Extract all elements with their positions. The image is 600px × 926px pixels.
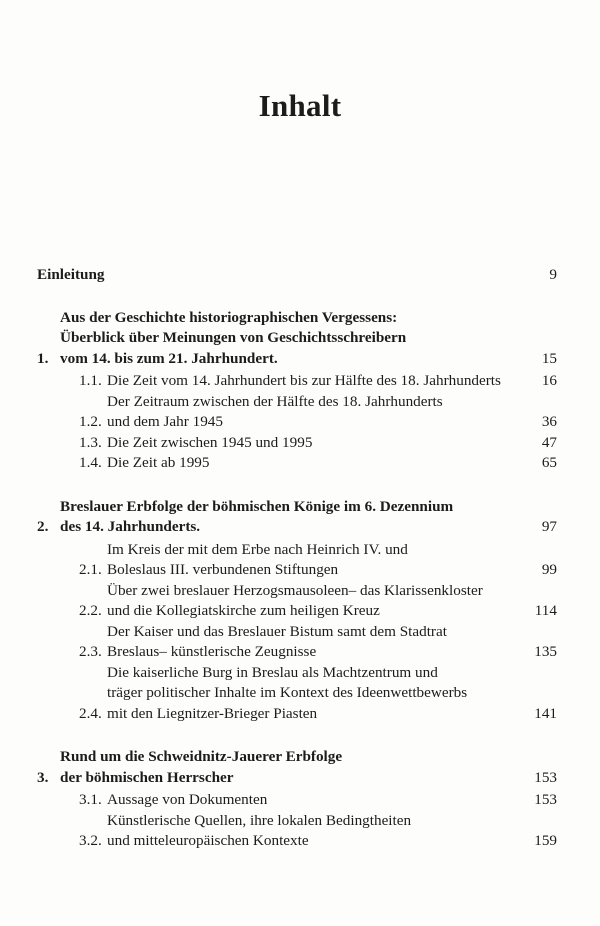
toc-section-title-line: Über zwei breslauer Herzogsmausoleen– das Klarissenkloster xyxy=(107,581,483,599)
toc-section-title-line: Die kaiserliche Burg in Breslau als Machtzentrum und xyxy=(107,663,438,681)
toc-section-title-line: und die Kollegiatskirche zum heiligen Kreuz xyxy=(107,602,380,619)
toc-page-number: 99 xyxy=(541,561,557,578)
toc-page-number: 153 xyxy=(534,791,557,808)
toc-chapter-title-line: Breslauer Erbfolge der böhmischen Könige im 6. Dezennium xyxy=(60,497,454,515)
toc-page-number: 159 xyxy=(534,832,557,849)
toc-chapter-heading xyxy=(37,747,557,788)
toc-section-number: 1.4. xyxy=(79,454,102,471)
toc-section-title-line: und dem Jahr 1945 xyxy=(107,413,223,430)
toc-section-title-line: Die Zeit zwischen 1945 und 1995 xyxy=(107,433,313,451)
toc-section-entry xyxy=(37,392,557,433)
toc-chapter-title-line: Rund um die Schweidnitz-Jauerer Erbfolge xyxy=(60,748,343,765)
toc-section-entry xyxy=(37,811,557,852)
toc-page-number: 141 xyxy=(534,704,557,722)
toc-chapter-title-line: vom 14. bis zum 21. Jahrhundert. xyxy=(60,349,278,367)
toc-page-number: 114 xyxy=(534,602,557,619)
toc-chapter-1 xyxy=(37,308,557,474)
toc-section-entry xyxy=(37,371,557,392)
toc-section-title-line: träger politischer Inhalte im Kontext des Ideenwettbewerbs xyxy=(107,684,468,701)
toc-chapter-title-line: Überblick über Meinungen von Geschichtsschreibern xyxy=(60,329,407,346)
toc-section-title-line: Die Zeit ab 1995 xyxy=(107,454,210,471)
table-of-contents xyxy=(37,265,557,852)
toc-section-number: 3.1. xyxy=(79,791,102,808)
toc-chapter-title-line: des 14. Jahrhunderts. xyxy=(60,518,201,535)
toc-section-number: 2.3. xyxy=(79,643,102,660)
toc-section-title-line: Künstlerische Quellen, ihre lokalen Bedingtheiten xyxy=(107,811,412,829)
toc-section-title-line: Aussage von Dokumenten xyxy=(107,791,268,808)
toc-section-entry xyxy=(37,453,557,474)
toc-chapter-heading xyxy=(37,497,557,538)
toc-section-entry xyxy=(37,790,557,811)
toc-section-title-line: Im Kreis der mit dem Erbe nach Heinrich IV. und xyxy=(107,540,408,558)
toc-section-number: 2.4. xyxy=(79,704,102,722)
toc-page-number: 135 xyxy=(534,643,557,660)
toc-section-entry xyxy=(37,622,557,663)
toc-page-number: 9 xyxy=(549,266,557,283)
toc-chapter-number: 1. xyxy=(37,349,49,367)
page-title: Inhalt xyxy=(258,88,342,123)
toc-page-number: 47 xyxy=(541,433,557,451)
toc-section-number: 2.1. xyxy=(79,561,102,578)
toc-section-title-line: Breslaus– künstlerische Zeugnisse xyxy=(107,643,317,660)
toc-entry-introduction xyxy=(37,265,557,286)
toc-section-number: 3.2. xyxy=(79,832,102,849)
toc-entry-label: Einleitung xyxy=(37,266,105,283)
toc-page-number: 16 xyxy=(541,372,557,389)
toc-section-number: 1.3. xyxy=(79,433,102,451)
toc-page-number: 97 xyxy=(541,518,557,535)
toc-section-number: 1.1. xyxy=(79,372,102,389)
toc-chapter-2 xyxy=(37,497,557,725)
toc-section-title-line: Der Kaiser und das Breslauer Bistum samt dem Stadtrat xyxy=(107,622,447,640)
toc-section-entry xyxy=(37,663,557,725)
toc-chapter-title-line: Aus der Geschichte historiographischen Vergessens: xyxy=(60,308,398,326)
toc-section-title-line: mit den Liegnitzer-Brieger Piasten xyxy=(107,704,318,722)
toc-section-number: 1.2. xyxy=(79,413,102,430)
toc-section-number: 2.2. xyxy=(79,602,102,619)
toc-chapter-title-line: der böhmischen Herrscher xyxy=(60,768,234,786)
toc-page-number: 15 xyxy=(541,349,557,367)
toc-page-number: 153 xyxy=(534,768,557,786)
toc-chapter-heading xyxy=(37,308,557,370)
toc-page-number: 65 xyxy=(541,454,557,471)
toc-section-title-line: und mitteleuropäischen Kontexte xyxy=(107,832,309,849)
toc-section-title-line: Boleslaus III. verbundenen Stiftungen xyxy=(107,561,339,578)
toc-section-entry xyxy=(37,581,557,622)
toc-section-entry xyxy=(37,540,557,581)
toc-section-entry xyxy=(37,433,557,454)
toc-section-title-line: Die Zeit vom 14. Jahrhundert bis zur Hälfte des 18. Jahrhunderts xyxy=(107,372,501,389)
toc-section-title-line: Der Zeitraum zwischen der Hälfte des 18. Jahrhunderts xyxy=(107,392,443,410)
toc-chapter-number: 2. xyxy=(37,518,49,535)
toc-page-number: 36 xyxy=(541,413,557,430)
toc-chapter-number: 3. xyxy=(37,768,49,786)
toc-chapter-3 xyxy=(37,747,557,852)
